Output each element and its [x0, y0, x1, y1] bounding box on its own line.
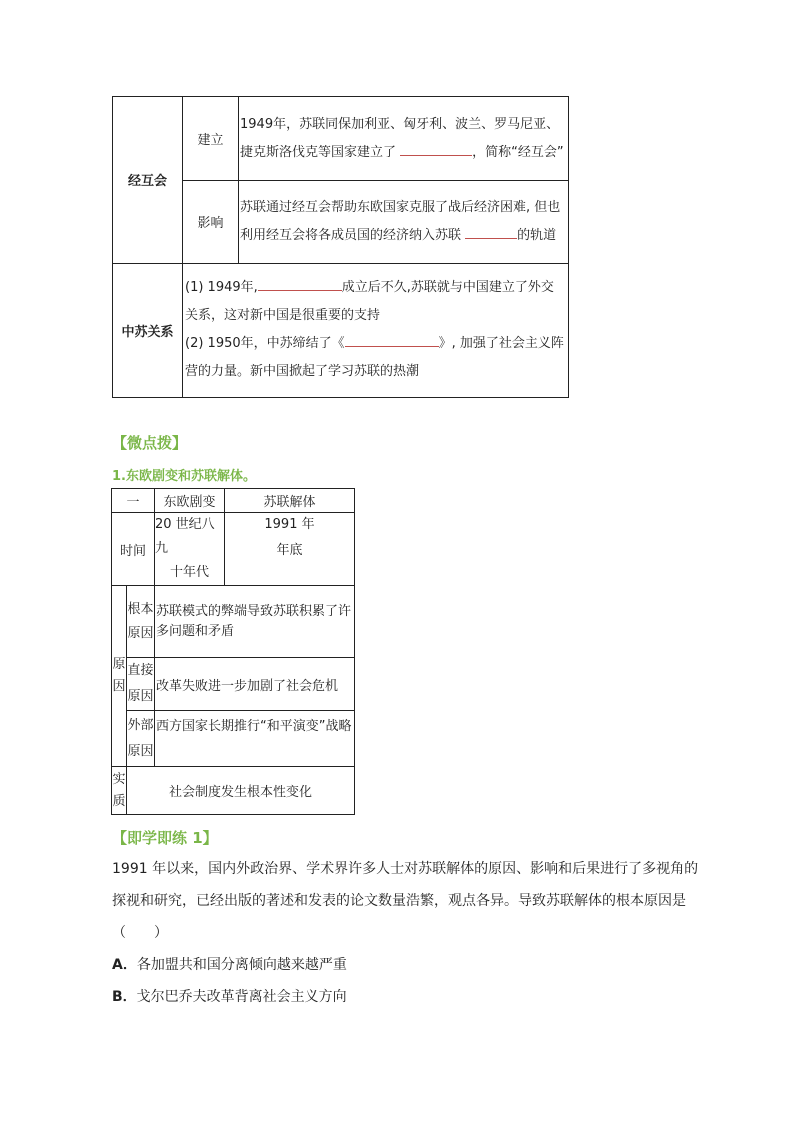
sino-soviet-label: 中苏关系 — [113, 263, 183, 397]
establish-label: 建立 — [183, 97, 239, 181]
root-reason-label: 根本 原因 — [127, 586, 155, 658]
sino-line-4: 营的力量。新中国掀起了学习苏联的热潮 — [185, 364, 420, 380]
establish-line-1: 1949年，苏联同保加利亚、匈牙利、波兰、罗马尼亚、 — [240, 116, 560, 132]
impact-line-1: 苏联通过经互会帮助东欧国家克服了战后经济困难, 但也 — [240, 199, 561, 215]
time-eastern-europe: 20 世纪八九 十年代 — [155, 513, 225, 586]
comecon-table — [112, 96, 569, 398]
blank-prc — [258, 276, 342, 291]
collapse-table — [111, 488, 355, 815]
header-dash: 一 — [112, 489, 155, 513]
blank-comecon-name — [400, 141, 472, 156]
essence-label: 实质 — [112, 767, 127, 815]
external-reason-text: 西方国家长期推行“和平演变”战略 — [155, 711, 355, 767]
sino-line-2: 关系，这对新中国是很重要的支持 — [185, 308, 381, 324]
blank-treaty — [345, 332, 439, 347]
header-soviet: 苏联解体 — [225, 489, 355, 513]
subheading: 1.东欧剧变和苏联解体。 — [112, 469, 256, 484]
sino-line-3: (2) 1950年，中苏缔结了《 》, 加强了社会主义阵 — [185, 330, 568, 358]
establish-cell — [239, 97, 569, 181]
question-line-2: 探视和研究，已经出版的著述和发表的论文数量浩繁，观点各异。导致苏联解体的根本原因是 — [112, 893, 686, 909]
direct-reason-label: 直接 原因 — [127, 658, 155, 711]
root-reason-text: 苏联模式的弊端导致苏联积累了许多问题和矛盾 — [155, 586, 355, 658]
external-reason-label: 外部 原因 — [127, 711, 155, 767]
option-b[interactable]: B．戈尔巴乔夫改革背离社会主义方向 — [112, 989, 347, 1005]
impact-label: 影响 — [183, 181, 239, 263]
reason-label: 原因 — [112, 586, 127, 767]
time-label: 时间 — [112, 513, 155, 586]
option-a[interactable]: A．各加盟共和国分离倾向越来越严重 — [112, 957, 347, 973]
sino-line-1: (1) 1949年, 成立后不久,苏联就与中国建立了外交 — [185, 274, 568, 302]
essence-text: 社会制度发生根本性变化 — [127, 767, 355, 815]
question-paren: （ ） — [112, 925, 168, 941]
header-eastern-europe: 东欧剧变 — [155, 489, 225, 513]
question-block — [112, 853, 712, 1013]
establish-line-2: 捷克斯洛伐克等国家建立了 ，简称“经互会” — [240, 139, 568, 167]
time-soviet: 1991 年 年底 — [225, 513, 355, 586]
blank-soviet-track — [465, 224, 517, 239]
impact-line-2: 利用经互会将各成员国的经济纳入苏联 的轨道 — [240, 222, 568, 250]
impact-cell — [239, 181, 569, 263]
direct-reason-text: 改革失败进一步加剧了社会危机 — [155, 658, 355, 711]
sino-soviet-cell — [183, 263, 569, 397]
question-line-1: 1991 年以来，国内外政治界、学术界许多人士对苏联解体的原因、影响和后果进行了多视角的 — [112, 861, 699, 877]
section-practice: 【即学即练 1】 — [112, 829, 218, 847]
section-weidianbo: 【微点拨】 — [112, 434, 188, 452]
comecon-label: 经互会 — [113, 97, 183, 264]
